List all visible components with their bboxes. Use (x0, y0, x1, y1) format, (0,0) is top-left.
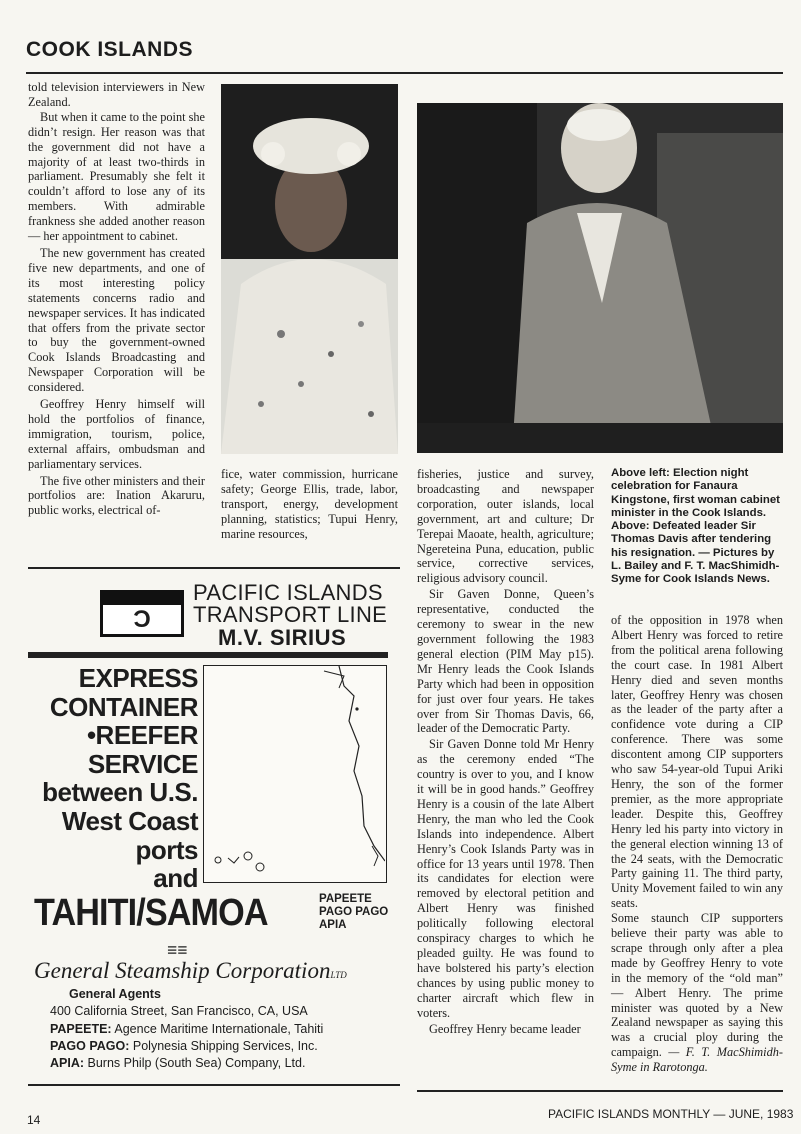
paragraph: of the opposition in 1978 when Albert Henry was forced to retire from the political arena following the court case. In 1981 Albert Henry died and seven months later, Geoffrey Henry was chosen as the leader of the party after a confidence vote during a CIP conference. There was some discontent among CIP supporters who saw 54-year-old Tupui Ariki Henry, the son of the former premier, as the more appropriate leader. Despite this, Geoffrey Henry led his party into victory in the general election winning 13 of the 24 seats, with the Democratic Party gaining 11. The third party, Unity Movement failed to win any seats. (611, 613, 783, 911)
line-name-1: PACIFIC ISLANDS (193, 580, 383, 605)
ad-corporation (34, 958, 347, 988)
publication-footer: PACIFIC ISLANDS MONTHLY — JUNE, 1983 (548, 1107, 794, 1121)
footer-rule (417, 1090, 783, 1092)
paragraph: fice, water commission, hurricane safety; George Ellis, trade, labor, transport, energy, development planning, statistics; Tupui Henry, marine resources, (221, 467, 398, 541)
gsc-logo-icon: ≡≡ (167, 940, 188, 960)
paragraph: The five other ministers and their portfolios are: Ination Akaruru, public works, electrical of- (28, 473, 205, 518)
paragraph: Sir Gaven Donne, Queen’s representative, conducted the ceremony to swear in the new government following the 1983 general election (PIM May p15). Mr Henry leads the Cook Islands Party which had been in opposition for just over four years. He takes over from Sir Thomas Davis, 66, leader of the Democratic Party. (417, 587, 594, 736)
paragraph: Geoffrey Henry himself will hold the portfolios of finance, immigration, tourism, police, external affairs, ombudsman and parliamentary services. (28, 397, 205, 471)
photo-caption: Above left: Election night celebration for Fanaura Kingstone, first woman cabinet minister in the Cook Islands. Above: Defeated leader Sir Thomas Davis after tendering his resignation. — Pictures by L. Bailey and F. T. MacShimidh-Syme for Cook Islands News. (611, 467, 780, 586)
paragraph: Geoffrey Henry became leader (429, 1021, 581, 1036)
ad-top-rule (28, 567, 400, 569)
page-number: 14 (27, 1113, 41, 1127)
service-line: ports (135, 834, 198, 865)
line-name-2: TRANSPORT LINE (193, 602, 388, 627)
corporation-ltd: LTD (330, 970, 347, 980)
agent-name: Burns Philp (South Sea) Company, Ltd. (87, 1055, 306, 1070)
ad-logo (100, 590, 184, 637)
ad-agents-title: General Agents (69, 987, 161, 1001)
port: APIA (319, 919, 347, 931)
port: PAPEETE (319, 893, 372, 905)
article-column-1 (28, 80, 205, 518)
ad-service-text (28, 664, 198, 893)
service-line: CONTAINER (49, 691, 198, 722)
photo-sir-thomas-davis (417, 103, 783, 453)
photo-election-night (221, 84, 398, 454)
paragraph: fisheries, justice and survey, broadcasting and newspaper corporation, outer islands, local government, art and culture; Dr Terepai Maoate, health, agriculture; Ngereteina Puna, education, public service, corrective services, religious advisory council. (417, 467, 594, 586)
paragraph: But when it came to the point she didn’t resign. Her reason was that the government did not have a majority of at least two-thirds in parliament. Presumably she felt it couldn’t afford to lose any of its members. With admirable frankness she added another reason — her appointment to cabinet. (28, 109, 205, 244)
port: PAGO PAGO (319, 906, 389, 918)
route-map (203, 665, 387, 883)
ad-address: 400 California Street, San Francisco, CA, USA (50, 1004, 308, 1018)
agent-place: APIA: (50, 1055, 85, 1070)
section-title: COOK ISLANDS (26, 38, 194, 61)
ad-line-name (193, 582, 387, 626)
agent-place: PAPEETE: (50, 1022, 112, 1036)
agent-place: PAGO PAGO: (50, 1038, 130, 1053)
ad-agents-list (50, 1021, 323, 1071)
agent-row (50, 1055, 323, 1072)
header-rule (26, 72, 783, 74)
ad-ports (319, 893, 388, 932)
paragraph: Some staunch CIP supporters believe their party was able to scrape through only after a plea made by Geoffrey Henry to vote in the memory of the “old man” — Albert Henry. The prime minister was quoted by a New Zealand newspaper as saying this was a crucial ploy during the campaign. (611, 911, 783, 1060)
agent-row (50, 1038, 323, 1055)
ad-thick-rule (28, 652, 388, 658)
ad-destination: TAHITI/SAMOA (34, 892, 268, 934)
agent-name: Polynesia Shipping Services, Inc. (132, 1038, 318, 1053)
logo-mark-icon: Ɔ (133, 606, 151, 633)
service-line: and (153, 863, 198, 894)
ad-bottom-rule (28, 1084, 400, 1086)
paragraph: Sir Gaven Donne told Mr Henry as the ceremony ended “The country is over to you, and I know it will be in good hands.” Geoffrey Henry is a cousin of the late Albert Henry, the man who led the Cook Islands into independence. Albert Henry’s Cook Islands Party was in office for 13 years until 1978. Then its candidates for election were removed by electoral petition and Albert Henry was finished politically following electoral conspiracy charges to which he pleaded guilty. He was found to have bolstered his party’s election chances by using public money to charter aircraft which flew in voters. (417, 737, 594, 1020)
article-column-4 (611, 613, 783, 1075)
paragraph: told television interviewers in New Zealand. (28, 80, 205, 109)
byline: — F. T. MacShimidh-Syme in Rarotonga. (611, 1045, 783, 1075)
corporation-name: General Steamship Corporation (34, 958, 331, 983)
ad-ship-name: M.V. SIRIUS (218, 625, 347, 650)
service-line: SERVICE (87, 748, 198, 779)
service-line: EXPRESS (78, 663, 198, 693)
service-line: between U.S. (42, 777, 198, 808)
article-column-3 (417, 467, 594, 1036)
agent-name: Agence Maritime Internationale, Tahiti (114, 1022, 324, 1036)
article-column-2 (221, 467, 398, 542)
paragraph: The new government has created five new departments, and one of its most interesting policy statements concerns radio and newspaper services. It has indicated that offers from the private sector to buy the government-owned Cook Islands Broadcasting and Newspaper Corporation will be considered. (28, 245, 205, 395)
agent-row (50, 1021, 323, 1038)
service-line: West Coast (61, 805, 198, 836)
service-line: •REEFER (86, 720, 198, 751)
